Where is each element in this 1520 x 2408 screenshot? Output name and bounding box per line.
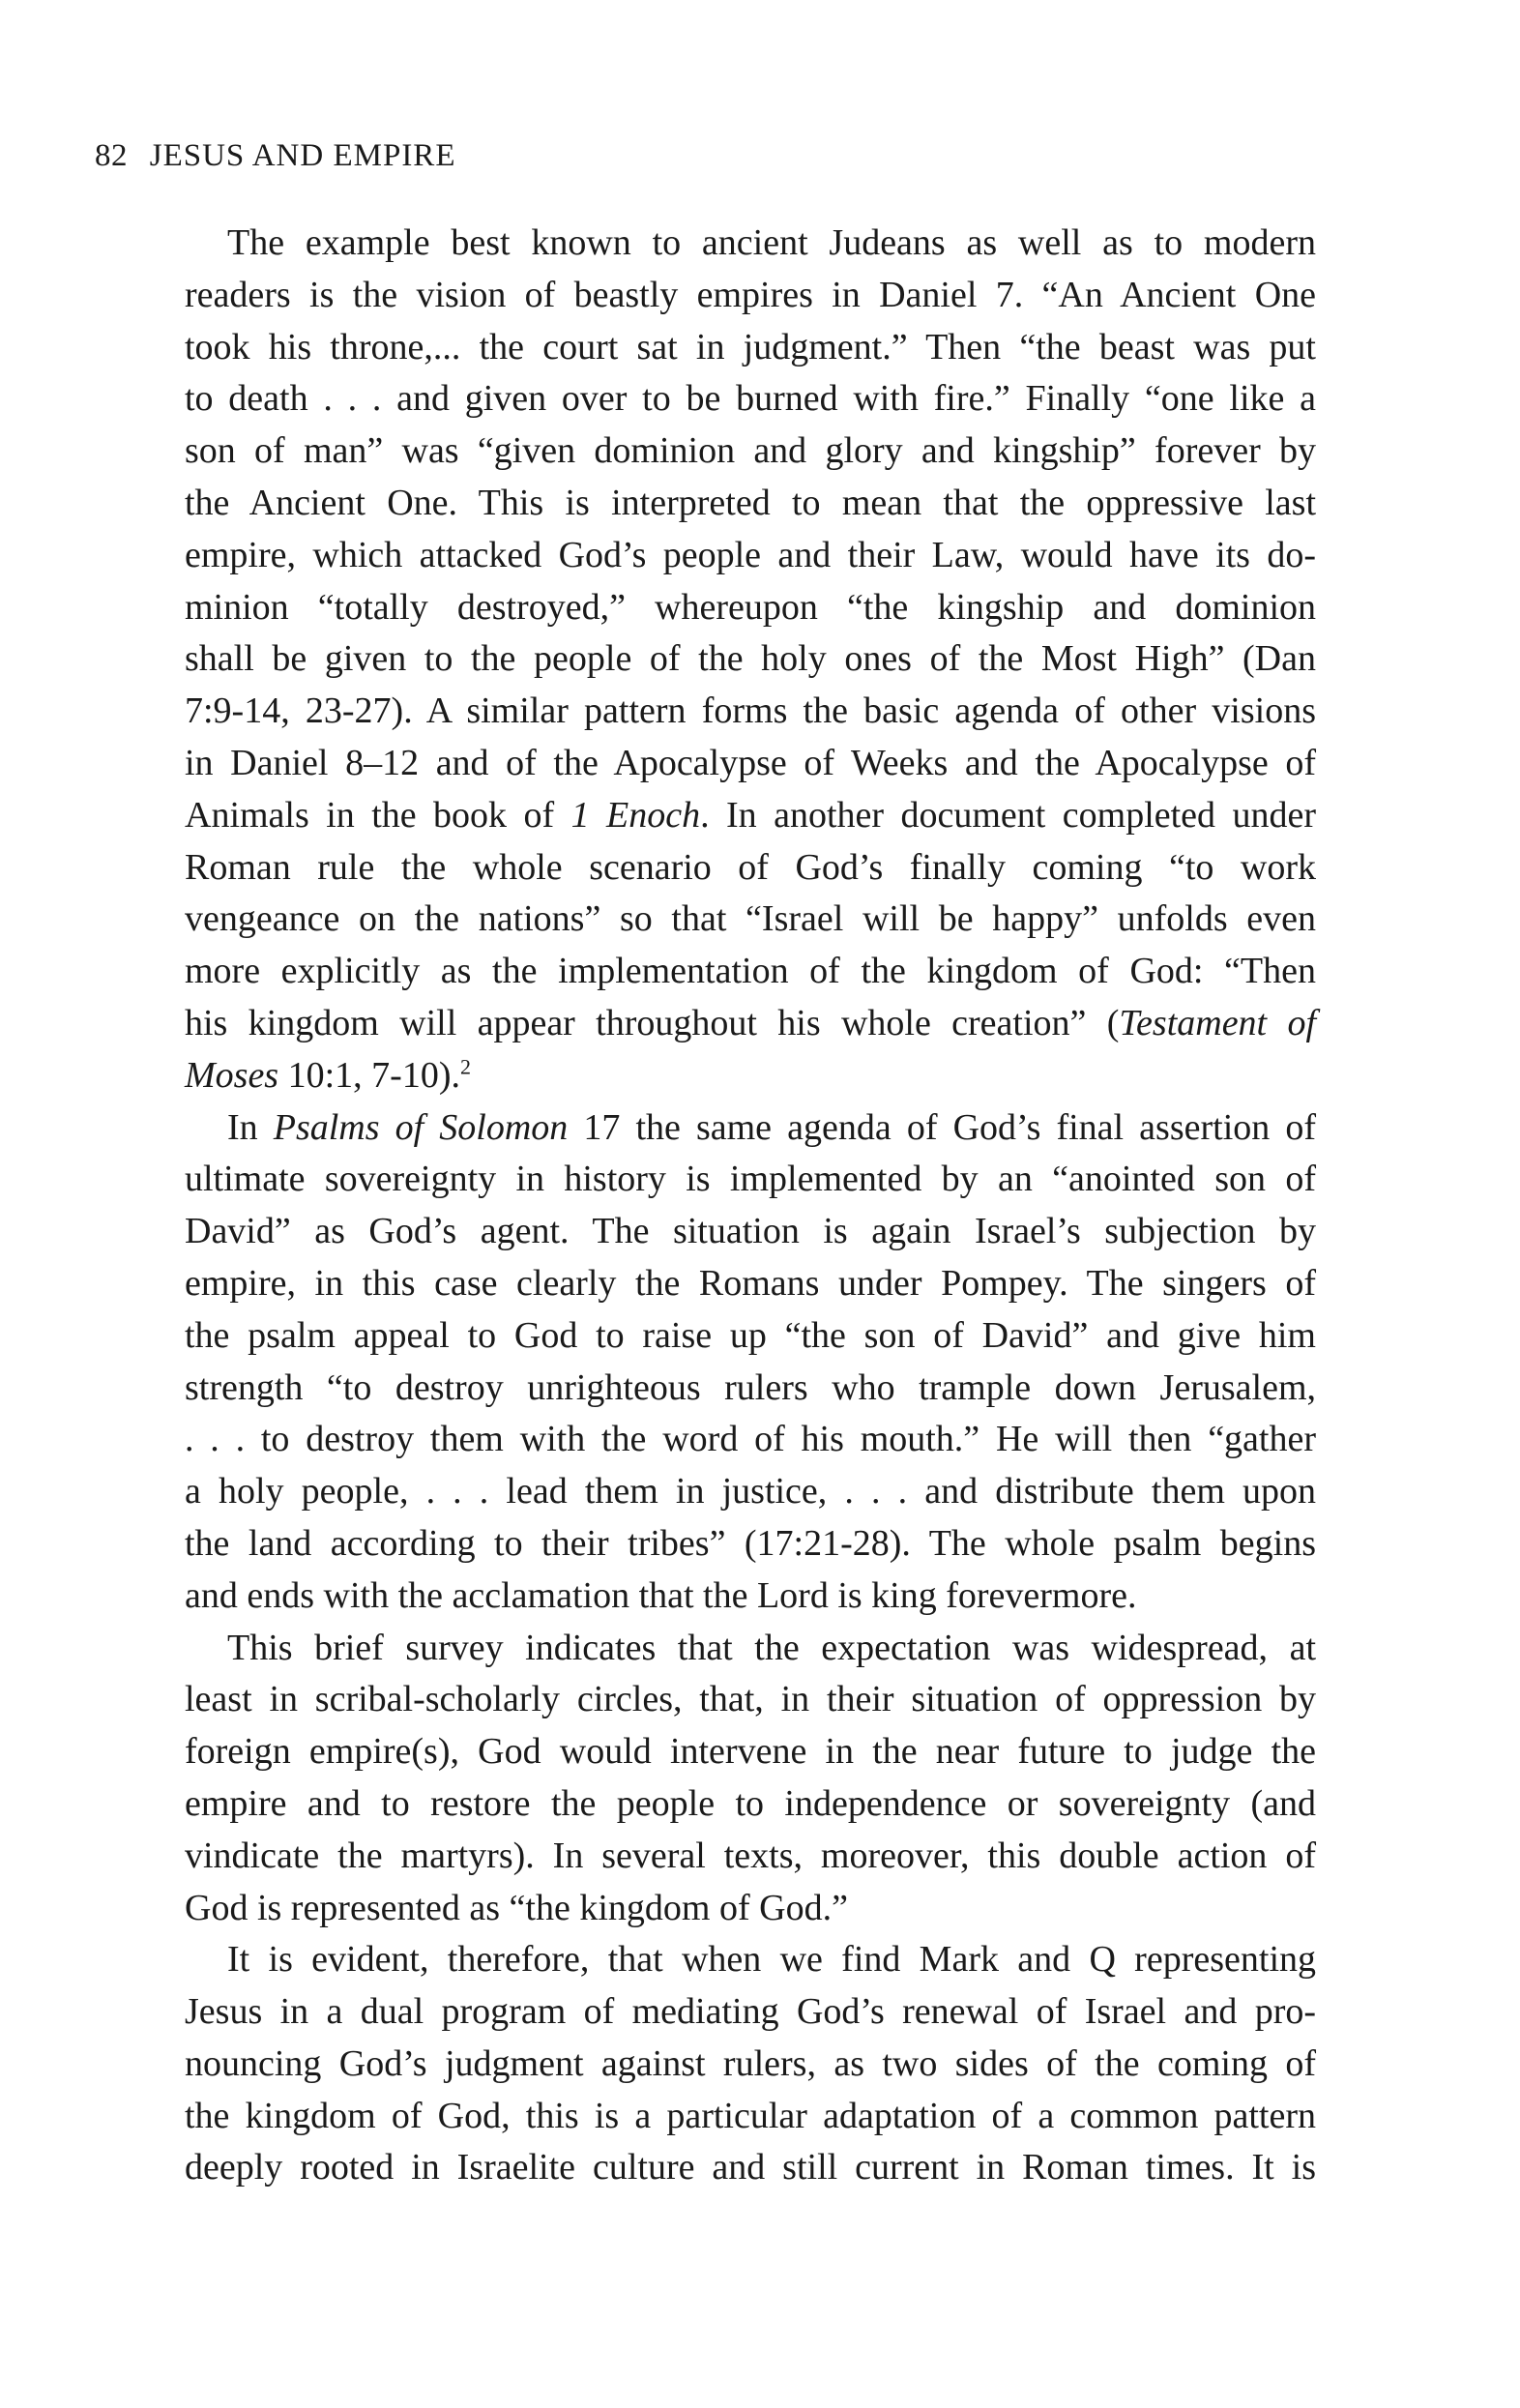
text-line: more explicitly as the implementation of the kingdom of God: “Then <box>185 951 1316 992</box>
text-run: 10:1, 7-10). <box>278 1054 460 1096</box>
text-line: foreign empire(s), God would intervene in the near future to judge the <box>185 1731 1316 1773</box>
text-line: God is represented as “the kingdom of God.” <box>185 1887 848 1928</box>
text-line <box>185 1050 1316 1102</box>
book-title: 1 Enoch <box>570 794 701 836</box>
text-line: 7:9-14, 23-27). A similar pattern forms the basic agenda of other visions <box>185 690 1316 732</box>
text-line: Jesus in a dual program of mediating God’s renewal of Israel and pro- <box>185 1991 1316 2033</box>
text-line: least in scribal-scholarly circles, that, in their situation of oppression by <box>185 1679 1316 1720</box>
text-line: minion “totally destroyed,” whereupon “the kingship and dominion <box>185 586 1316 628</box>
running-title: JESUS AND EMPIRE <box>149 138 456 173</box>
text-line: deeply rooted in Israelite culture and still current in Roman times. It is <box>185 2147 1316 2188</box>
text-line <box>185 998 1316 1050</box>
text-run: Animals in the book of <box>185 794 571 836</box>
text-line: strength “to destroy unrighteous rulers who trample down Jerusalem, <box>185 1366 1316 1408</box>
page-number: 82 <box>95 138 128 173</box>
text-line: This brief survey indicates that the expectation was widespread, at <box>227 1627 1316 1668</box>
text-line: and ends with the acclamation that the Lord is king forevermore. <box>185 1574 1137 1616</box>
book-title: Psalms of Solomon <box>273 1106 569 1148</box>
text-line: the Ancient One. This is interpreted to mean that the oppressive last <box>185 482 1316 523</box>
text-line: Roman rule the whole scenario of God’s finally coming “to work <box>185 846 1316 888</box>
book-title: Testament of <box>1119 1002 1317 1043</box>
text-line: to death . . . and given over to be burned with fire.” Finally “one like a <box>185 378 1316 420</box>
text-line: a holy people, . . . lead them in justice, . . . and distribute them upon <box>185 1471 1316 1512</box>
text-line: empire, which attacked God’s people and their Law, would have its do- <box>185 534 1316 575</box>
text-line: in Daniel 8–12 and of the Apocalypse of Weeks and the Apocalypse of <box>185 742 1316 783</box>
text-line <box>185 1102 1316 1155</box>
text-line: shall be given to the people of the holy ones of the Most High” (Dan <box>185 638 1316 680</box>
text-line: the land according to their tribes” (17:21-28). The whole psalm begins <box>185 1522 1316 1564</box>
text-line: It is evident, therefore, that when we find Mark and Q representing <box>227 1939 1316 1981</box>
text-line: The example best known to ancient Judeans as well as to modern <box>227 222 1316 263</box>
text-line: David” as God’s agent. The situation is again Israel’s subjection by <box>185 1211 1316 1252</box>
running-head <box>95 138 455 174</box>
text-line: ultimate sovereignty in history is implemented by an “anointed son of <box>185 1159 1316 1200</box>
text-line: the kingdom of God, this is a particular adaptation of a common pattern <box>185 2095 1316 2136</box>
text-line <box>185 790 1316 842</box>
text-run: In <box>227 1106 274 1148</box>
text-line: readers is the vision of beastly empires in Daniel 7. “An Ancient One <box>185 274 1316 315</box>
book-title: Moses <box>185 1054 279 1096</box>
text-run: 17 the same agenda of God’s final assertion of <box>568 1106 1316 1148</box>
text-line: nouncing God’s judgment against rulers, as two sides of the coming of <box>185 2042 1316 2084</box>
text-line: . . . to destroy them with the word of his mouth.” He will then “gather <box>185 1419 1316 1460</box>
text-line: took his throne,... the court sat in judgment.” Then “the beast was put <box>185 326 1316 367</box>
text-line: vengeance on the nations” so that “Israel will be happy” unfolds even <box>185 898 1316 940</box>
text-line: empire, in this case clearly the Romans under Pompey. The singers of <box>185 1262 1316 1304</box>
body-text <box>185 218 1316 2194</box>
text-run: . In another document completed under <box>700 794 1316 836</box>
text-line: son of man” was “given dominion and glory and kingship” forever by <box>185 430 1316 472</box>
footnote-ref: 2 <box>459 1054 471 1079</box>
text-run: his kingdom will appear throughout his whole creation” ( <box>185 1002 1120 1043</box>
text-line: the psalm appeal to God to raise up “the son of David” and give him <box>185 1314 1316 1356</box>
text-line: vindicate the martyrs). In several texts, moreover, this double action of <box>185 1835 1316 1876</box>
text-line: empire and to restore the people to independence or sovereignty (and <box>185 1782 1316 1824</box>
